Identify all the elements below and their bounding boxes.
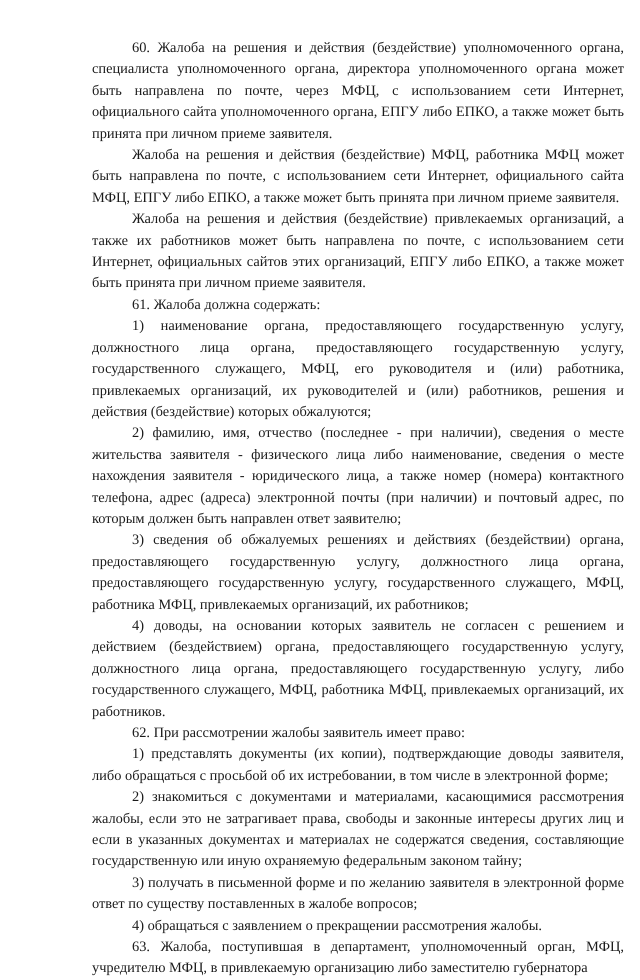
list-item-62-3: 3) получать в письменной форме и по желанию заявителя в электронной форме ответ по существу поставленных в жалобе вопросов; bbox=[92, 874, 624, 913]
paragraph-63: 63. Жалоба, поступившая в департамент, уполномоченный орган, МФЦ, учредителю МФЦ, в привлекаемую организацию либо заместителю губернатора bbox=[92, 939, 624, 977]
list-item-62-1: 1) представлять документы (их копии), подтверждающие доводы заявителя, либо обращаться с просьбой об их истребовании, в том числе в электронной форме; bbox=[92, 746, 624, 784]
paragraph-mfc-complaint: Жалоба на решения и действия (бездействие) МФЦ, работника МФЦ может быть направлена по почте, с использованием сети Интернет, официального сайта МФЦ, ЕПГУ либо ЕПКО, а также может быть принята при личном приеме заявителя. bbox=[92, 147, 624, 206]
list-item-61-4: 4) доводы, на основании которых заявитель не согласен с решением и действием (бездействием) органа, предоставляющего государственную услугу, должностного лица органа, предоставляющего государственную услугу, либо государственного служащего, МФЦ, работника МФЦ, привлекаемых организаций, их работников. bbox=[92, 617, 624, 720]
list-item-61-3: 3) сведения об обжалуемых решениях и действиях (бездействии) органа, предоставляющего государственную услугу, должностного лица органа, предоставляющего государственную услугу, государственного служащего, МФЦ, работника МФЦ, привлекаемых организаций, их работников; bbox=[92, 532, 624, 613]
list-item-61-2: 2) фамилию, имя, отчество (последнее - при наличии), сведения о месте жительства заявителя - физического лица либо наименование, сведения о месте нахождения заявителя - юридического лица, а также номер (номера) контактного телефона, адрес (адреса) электронной почты (при наличии) и почтовый адрес, по которым должен быть направлен ответ заявителю; bbox=[92, 425, 624, 527]
list-item-61-1: 1) наименование органа, предоставляющего государственную услугу, должностного лица органа, предоставляющего государственную услугу, государственного служащего, МФЦ, его руководителя и (или) работника, привлекаемых организаций, их руководителей и (или) работников, решения и действия (бездействие) которых обжалуются; bbox=[92, 318, 624, 420]
document-page bbox=[92, 38, 624, 980]
list-item-62-4: 4) обращаться с заявлением о прекращении рассмотрения жалобы. bbox=[132, 917, 542, 934]
paragraph-61: 61. Жалоба должна содержать: bbox=[132, 296, 321, 313]
paragraph-62: 62. При рассмотрении жалобы заявитель имеет право: bbox=[132, 725, 465, 741]
paragraph-organizations-complaint: Жалоба на решения и действия (бездействие) привлекаемых организаций, а также их работников может быть направлена по почте, с использованием сети Интернет, официальных сайтов этих организаций, ЕПГУ либо ЕПКО, а также может быть принята при личном приеме заявителя. bbox=[92, 211, 624, 292]
list-item-62-2: 2) знакомиться с документами и материалами, касающимися рассмотрения жалобы, если это не затрагивает права, свободы и законные интересы других лиц и если в указанных документах и материалах не содержатся сведения, составляющие государственную или иную охраняемую федеральным законом тайну; bbox=[92, 789, 624, 870]
paragraph-60: 60. Жалоба на решения и действия (бездействие) уполномоченного органа, специалиста уполномоченного органа, директора уполномоченного органа может быть направлена по почте, через МФЦ, с использованием сети Интернет, официального сайта уполномоченного органа, ЕПГУ либо ЕПКО, а также может быть принята при личном приеме заявителя. bbox=[92, 40, 624, 142]
